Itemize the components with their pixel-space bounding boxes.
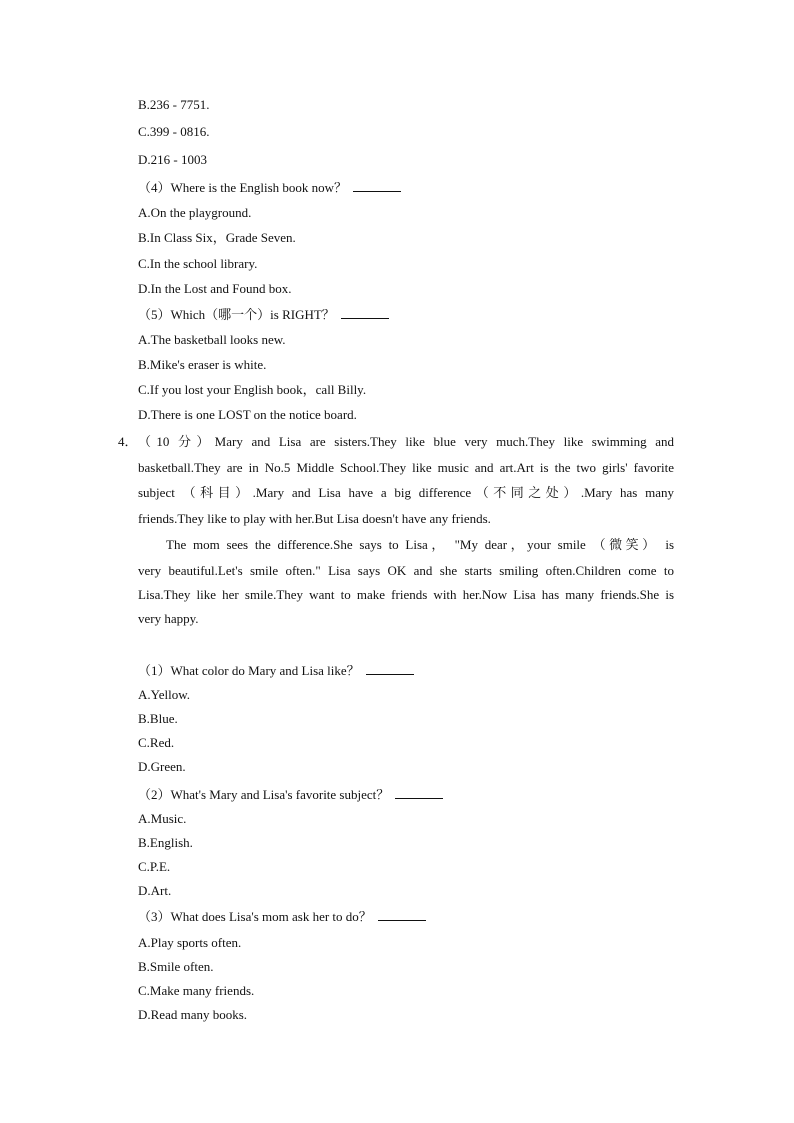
question-stem: （1）What color do Mary and Lisa like？: [138, 662, 414, 679]
answer-blank[interactable]: [353, 179, 401, 192]
option-d: D.216 - 1003: [138, 152, 207, 167]
option-c: C.In the school library.: [138, 256, 258, 271]
option-a: A.The basketball looks new.: [138, 332, 286, 347]
option-b: B.236 - 7751.: [138, 97, 210, 112]
answer-blank[interactable]: [366, 662, 414, 675]
passage-line: basketball.They are in No.5 Middle School.They like music and art.Art is the two girls' favorite: [138, 460, 674, 475]
option-b: B.Smile often.: [138, 959, 214, 974]
option-a: A.Play sports often.: [138, 935, 242, 950]
answer-blank[interactable]: [395, 786, 443, 799]
option-d: D.Art.: [138, 883, 172, 898]
option-b: B.Blue.: [138, 711, 178, 726]
option-d: D.There is one LOST on the notice board.: [138, 407, 357, 422]
option-b: B.Mike's eraser is white.: [138, 357, 267, 372]
question-stem: （4）Where is the English book now？: [138, 179, 401, 196]
option-d: D.Read many books.: [138, 1007, 248, 1022]
passage-line: The mom sees the difference.She says to Lisa， "My dear，your smile （微笑） is: [166, 537, 674, 552]
passage-line: friends.They like to play with her.But Lisa doesn't have any friends.: [138, 511, 491, 526]
passage-line: very beautiful.Let's smile often." Lisa says OK and she starts smiling often.Children come to: [138, 563, 674, 578]
answer-blank[interactable]: [341, 306, 389, 319]
answer-blank[interactable]: [378, 908, 426, 921]
passage-line: subject （科目）.Mary and Lisa have a big difference（不同之处）.Mary has many: [138, 485, 674, 500]
question-stem: （3）What does Lisa's mom ask her to do？: [138, 908, 426, 925]
question-stem: （5）Which（哪一个）is RIGHT？: [138, 306, 389, 323]
section-number: 4．: [118, 434, 138, 449]
passage-line: Lisa.They like her smile.They want to make friends with her.Now Lisa has many friends.She is: [138, 587, 674, 602]
passage-line: very happy.: [138, 611, 199, 626]
option-c: C.P.E.: [138, 859, 171, 874]
option-b: B.In Class Six，Grade Seven.: [138, 230, 296, 245]
option-d: D.Green.: [138, 759, 186, 774]
passage-line: （10 分）Mary and Lisa are sisters.They like blue very much.They like swimming and: [138, 434, 674, 449]
option-d: D.In the Lost and Found box.: [138, 281, 292, 296]
option-c: C.If you lost your English book，call Billy.: [138, 382, 367, 397]
question-stem: （2）What's Mary and Lisa's favorite subject？: [138, 786, 443, 803]
option-c: C.Make many friends.: [138, 983, 255, 998]
option-c: C.Red.: [138, 735, 175, 750]
option-a: A.Music.: [138, 811, 187, 826]
option-a: A.Yellow.: [138, 687, 191, 702]
option-c: C.399 - 0816.: [138, 124, 210, 139]
option-b: B.English.: [138, 835, 193, 850]
option-a: A.On the playground.: [138, 205, 252, 220]
